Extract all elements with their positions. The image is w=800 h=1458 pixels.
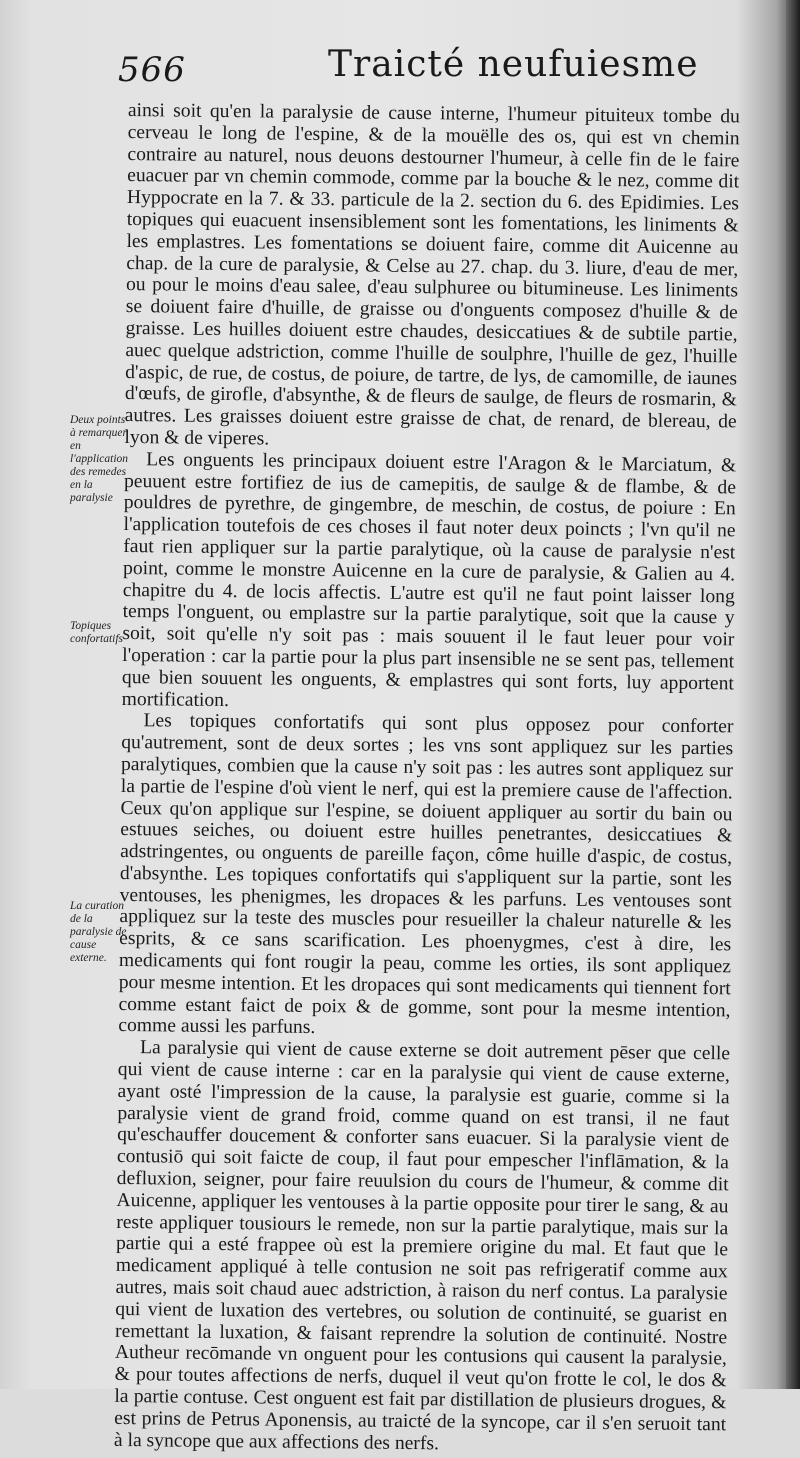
margin-note: Topiques confortatifs — [70, 620, 124, 645]
body-text — [114, 100, 740, 1458]
paragraph: Les topiques confortatifs qui sont plus opposez pour conforter qu'autrement, sont de deux sortes ; les vns sont appliquez sur les parties paralytiques, combien que la cause n'y soit pas : les autres sont appliquez sur la partie de l'espine d'où vient le nerf, qui est la premiere cause de l'affection. Ceux qu'on applique sur l'espine, se doiuent appliquer au sortir du bain ou estuues seiches, ou doiuent estre huilles penetrantes, desiccatiues & adstringentes, ou onguents de pareille façon, côme huille d'aspic, de costus, d'absynthe. Les topiques confortatifs qui s'appliquent sur la partie, sont les ventouses, les phenigmes, les dropaces & les parfuns. Les ventouses sont appliquez sur la teste des muscles pour resueiller la chaleur naturelle & les esprits, & ce sans scarification. Les phoenygmes, c'est à dire, les medicaments qui font rougir la peau, comme les orties, ils sont appliquez pour mesme intention. Et les dropaces qui sont medicaments qui tiennent fort comme estant faict de poix & de gomme, sont pour la mesme intention, comme aussi les parfuns. — [118, 710, 734, 1039]
page-number: 566 — [118, 50, 186, 90]
paragraph: La paralysie qui vient de cause externe se doit autrement pēser que celle qui vient de cause interne : car en la paralysie qui vient de cause externe, ayant osté l'impression de la cause, la paralysie est guarie, comme si la paralysie vient de grand froid, comme quand on est transi, il ne faut qu'eschauffer doucement & conforter sans euacuer. Si la paralysie vient de contusiō qui soit faicte de coup, il faut pour empescher l'inflāmation, & la defluxion, seigner, pour faire reuulsion du cours de l'humeur, & comme dit Auicenne, appliquer les ventouses à la partie opposite pour tirer le sang, & au reste appliquer tousiours le remede, non sur la partie paralytique, mais sur la partie qui a esté frappee où est la premiere origine du mal. Et faut que le medicament appliqué à telle contusion ne soit pas refrigeratif comme aux autres, mais soit chaud auec adstriction, à raison du nerf contus. La paralysie qui vient de luxation des vertebres, ou solution de continuité, se guarist en remettant la luxation, & faisant reprendre la solution de continuité. Nostre Autheur recōmande vn onguent pour les contusions qui causent la paralysie, & pour toutes affections de nerfs, duquel il veut qu'on frotte le col, le dos & la partie contuse. Cest onguent est fait par distillation de plusieurs drogues, & est prins de Petrus Aponensis, au traicté de la syncope, car il s'en seruoit tant à la syncope que aux affections des nerfs. — [113, 1037, 731, 1454]
running-title: Traicté neufuiesme — [328, 44, 699, 85]
margin-note: Deux points à remarquer en l'application des remedes en la paralysie — [70, 414, 129, 504]
book-spine-edge — [786, 0, 800, 1389]
page-header — [118, 40, 780, 100]
paragraph: Les onguents les principaux doiuent estre l'Aragon & le Marciatum, & peuuent estre fortifiez de ius de camepitis, de saulge & de flambe, & de pouldres de pyrethre, de gingembre, de meschin, de costus, de poiure : En l'application toutefois de ces choses il faut noter deux poincts ; l'vn qu'il ne faut rien appliquer sur la partie paralytique, où la cause de paralysie n'est point, comme le monstre Auicenne en la cure de paralysie, & Galien au 4. chapitre du 4. de locis affectis. L'autre est qu'il ne faut point laisser long temps l'onguent, ou emplastre sur la partie paralytique, soit que la cause y soit, soit qu'elle n'y soit pas : mais souuent il le faut leuer pour voir l'operation : car la partie pour la plus part insensible ne se sent pas, tellement que bien souuent les onguents, & emplastres qui sont forts, luy apportent mortification. — [121, 448, 737, 711]
margin-note: La curation de la paralysie de cause externe. — [70, 900, 127, 964]
paragraph: ainsi soit qu'en la paralysie de cause interne, l'humeur pituiteux tombe du cerveau le long de l'espine, & de la mouëlle des os, qui est vn chemin contraire au naturel, nous deuons destourner l'humeur, à celle fin de le faire euacuer par vn chemin commode, comme par la bouche & le nez, comme dit Hyppocrate en la 7. & 33. particule de la 2. section du 6. des Epidimies. Les topiques qui euacuent insensiblement sont les fomentations, les liniments & les emplastres. Les fomentations se doiuent faire, comme dit Auicenne au chap. de la cure de paralysie, & Celse au 27. chap. du 3. liure, d'eau de mer, ou pour le moins d'eau salee, d'eau sulphuree ou bitumineuse. Les liniments se doiuent faire d'huille, de graisse ou d'onguents composez d'huille & de graisse. Les huilles doiuent estre chaudes, desiccatiues & de subtile partie, auec quelque adstriction, comme l'huille de soulphre, l'huille de gez, l'huille d'aspic, de rue, de costus, de poiure, de tartre, de lys, de camomille, de iaunes d'œufs, de girofle, d'absynthe, & de fleurs de saulge, de fleurs de rosmarin, & autres. Les graisses doiuent estre graisse de chat, de renard, de blereau, de lyon & de viperes. — [124, 100, 740, 450]
